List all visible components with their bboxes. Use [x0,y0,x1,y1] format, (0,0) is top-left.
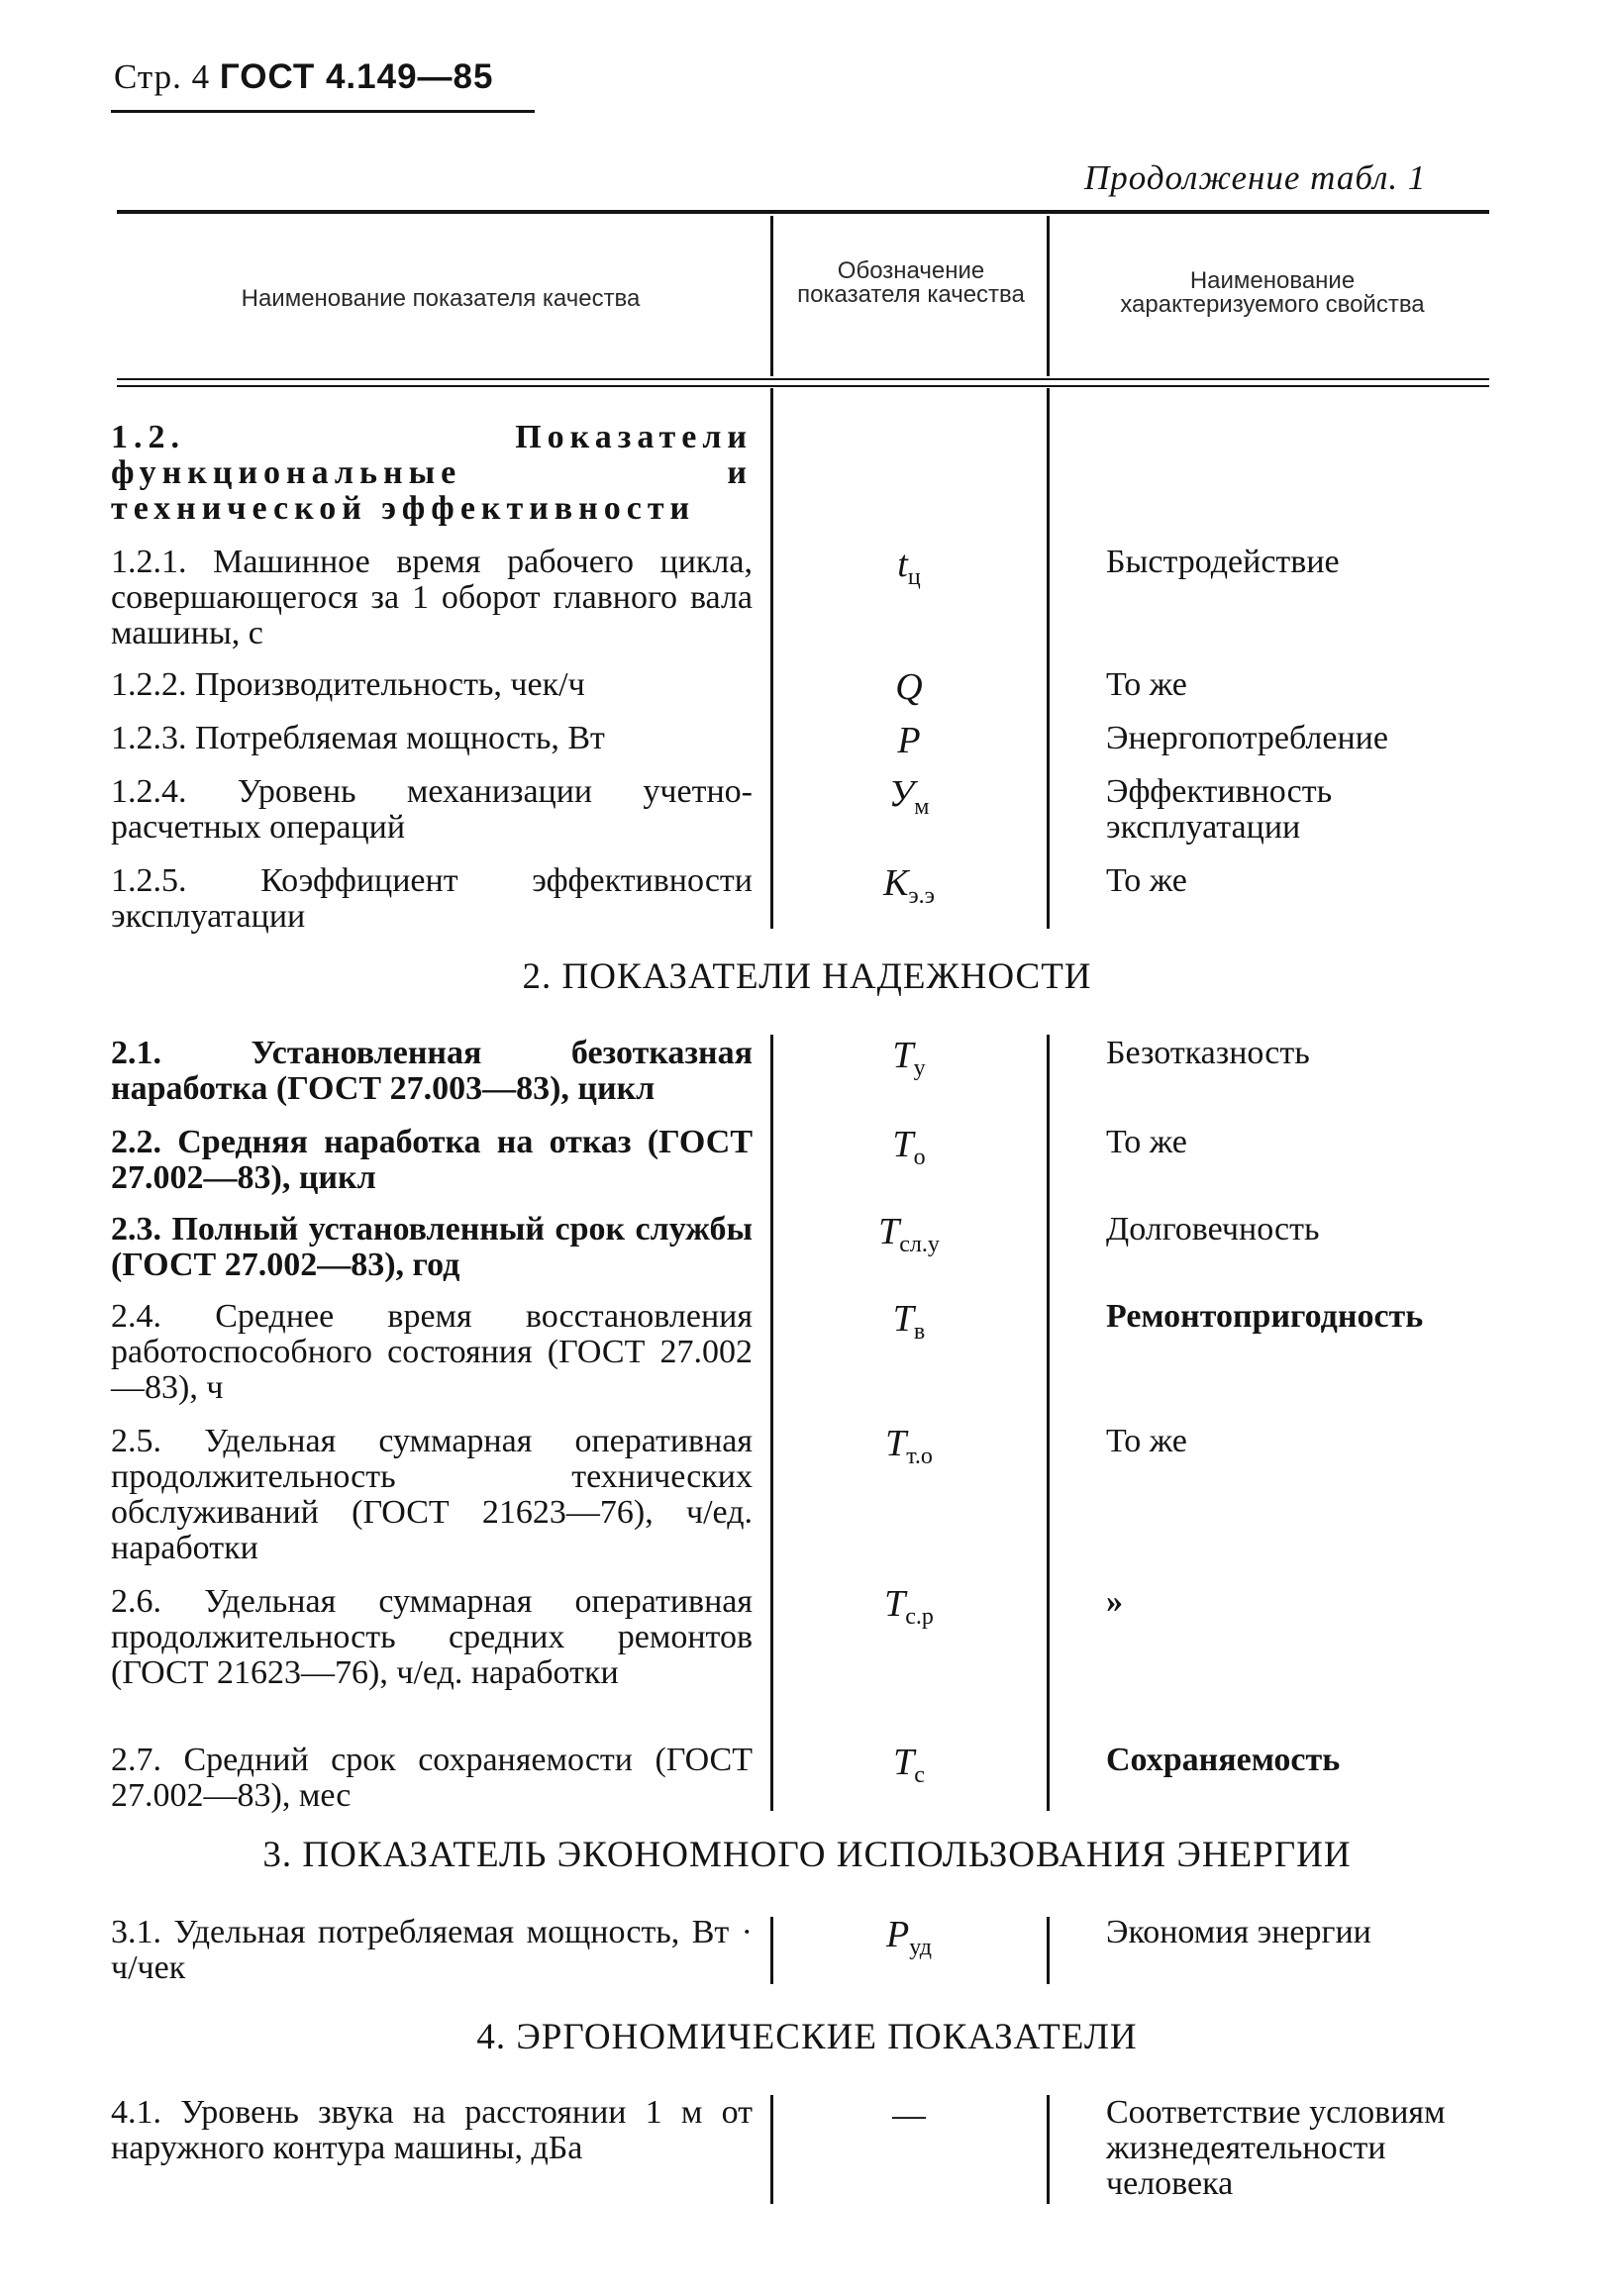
group-heading-text: 1.2. Показатели функциональные и технической эффективности [111,419,753,527]
property-name: Безотказность [1106,1035,1310,1071]
property-name: Быстродействие [1106,544,1340,580]
indicator-symbol: P [897,720,921,761]
indicator-symbol: $У_м$ [888,773,930,820]
page-label: Стр. 4 [114,57,211,96]
column-rule [1047,388,1050,929]
indicator-symbol: $P_{уд}$ [886,1914,932,1960]
table-head-rule-double [117,385,1489,387]
property-name: » [1106,1583,1123,1620]
property-name: Экономия энергии [1106,1914,1371,1950]
property-name: Ремонтопригодность [1106,1298,1424,1335]
indicator-symbol: $T_с$ [893,1742,925,1788]
column-rule [770,1035,773,1811]
property-name: Долговечность [1106,1211,1320,1248]
indicator-symbol: $T_{с.р}$ [884,1583,934,1630]
indicator-name: 1.2.5. Коэффициент эффективности эксплуатации [111,862,753,935]
column-rule [770,1917,773,1984]
column-rule [1047,216,1050,376]
indicator-symbol: $T_{сл.у}$ [878,1211,940,1257]
column-header-name: Наименование показателя качества [241,285,641,312]
indicator-symbol: $T_{т.о}$ [885,1423,933,1469]
standard-number: ГОСТ 4.149—85 [219,57,494,96]
indicator-name: 2.6. Удельная суммарная оперативная продолжительность средних ремонтов (ГОСТ 21623—76), ч/ед. наработки [111,1583,753,1691]
indicator-name: 1.2.1. Машинное время рабочего цикла, совершающегося за 1 оборот главного вала машины, с [111,544,753,651]
property-name: То же [1106,666,1187,703]
property-name: Эффективность эксплуатации [1106,773,1333,846]
section-heading-2: 2. ПОКАЗАТЕЛИ НАДЕЖНОСТИ [522,956,1092,997]
column-rule [1047,1035,1050,1811]
indicator-symbol: — [892,2094,926,2136]
property-name: То же [1106,1124,1187,1160]
indicator-symbol: Q [895,666,923,708]
property-name: Соответствие условиям жизнедеятельности человека [1106,2094,1446,2202]
property-name: То же [1106,862,1187,899]
property-name: То же [1106,1423,1187,1459]
column-header-property: Наименование характеризуемого свойства [1120,267,1425,318]
indicator-symbol: $t_ц$ [897,544,921,590]
indicator-symbol: $T_у$ [892,1035,926,1081]
column-rule [1047,2095,1050,2204]
indicator-name: 2.4. Среднее время восстановления работоспособного состояния (ГОСТ 27.002—83), ч [111,1298,753,1406]
indicator-name: 2.5. Удельная суммарная оперативная продолжительность технических обслуживаний (ГОСТ 21623—76), ч/ед. наработки [111,1423,753,1566]
indicator-name: 1.2.3. Потребляемая мощность, Вт [111,720,605,756]
indicator-name: 1.2.4. Уровень механизации учетно-расчетных операций [111,773,753,846]
column-rule [770,2095,773,2204]
indicator-name: 1.2.2. Производительность, чек/ч [111,666,585,703]
column-rule [770,388,773,929]
property-name: Сохраняемость [1106,1742,1341,1778]
page-header [114,57,494,97]
table-continuation-label: Продолжение табл. 1 [1084,158,1427,197]
indicator-symbol: $T_о$ [892,1124,926,1170]
column-header-symbol: Обозначение показателя качества [797,257,1025,308]
table-head-rule [117,378,1489,380]
indicator-name: 3.1. Удельная потребляемая мощность, Вт · ч/чек [111,1914,753,1986]
header-rule [111,110,535,113]
indicator-name: 4.1. Уровень звука на расстоянии 1 м от наружного контура машины, дБа [111,2094,753,2166]
property-name: Энергопотребление [1106,720,1388,756]
column-rule [1047,1917,1050,1984]
indicator-name: 2.3. Полный установленный срок службы (ГОСТ 27.002—83), год [111,1211,753,1283]
section-heading-4: 4. ЭРГОНОМИЧЕСКИЕ ПОКАЗАТЕЛИ [476,2017,1138,2057]
section-heading-3: 3. ПОКАЗАТЕЛЬ ЭКОНОМНОГО ИСПОЛЬЗОВАНИЯ ЭНЕРГИИ [262,1835,1352,1875]
indicator-name: 2.1. Установленная безотказная наработка (ГОСТ 27.003—83), цикл [111,1035,753,1107]
column-rule [770,216,773,376]
indicator-symbol: $К_{э.э}$ [883,862,935,909]
table-top-rule [117,210,1489,214]
indicator-name: 2.7. Средний срок сохраняемости (ГОСТ 27.002—83), мес [111,1742,753,1814]
indicator-symbol: $T_в$ [892,1298,926,1345]
indicator-name: 2.2. Средняя наработка на отказ (ГОСТ 27.002—83), цикл [111,1124,753,1196]
